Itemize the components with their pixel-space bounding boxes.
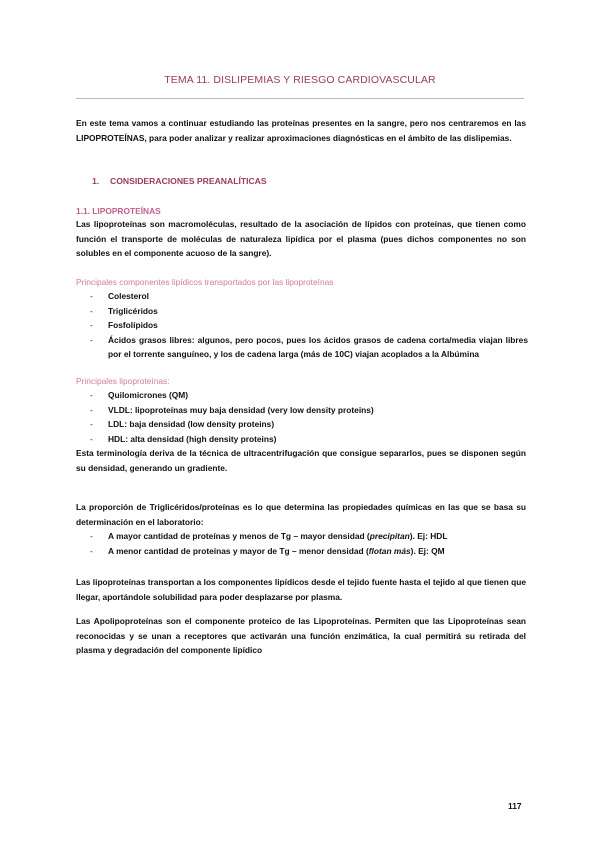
list-item: - A mayor cantidad de proteínas y menos de Tg – mayor densidad (precipitan). Ej: HDL [90,531,448,541]
section-number: 1. [92,176,100,186]
subsection-heading: 1.1. LIPOPROTEÍNAS [76,206,161,216]
transport-paragraph: Las lipoproteínas transportan a los componentes lipídicos desde el tejido fuente hasta el tejido al que tienen que llegar, aportándole solubilidad para poder desplazarse por plasma. [76,577,526,602]
intro-paragraph: En este tema vamos a continuar estudiando las proteínas presentes en la sangre, pero nos centraremos en las LIPOPROTEÍNAS, para poder analizar y realizar aproximaciones diagnósticas en el ámbito de las dislipemias. [76,118,526,143]
list-item: - VLDL: lipoproteínas muy baja densidad (very low density proteins) [90,404,374,415]
list-item: - HDL: alta densidad (high density proteins) [90,433,277,444]
list-item: - Quilomicrones (QM) [90,390,189,400]
lipoproteins-heading: Principales lipoproteínas: [76,376,170,386]
list-item: - A menor cantidad de proteínas y mayor de Tg – menor densidad (flotan más). Ej: QM [90,545,445,556]
section-heading [92,176,267,186]
list-item: - Triglicéridos [90,305,158,316]
components-heading: Principales componentes lipídicos transportados por las lipoproteínas [76,277,334,287]
section-title: CONSIDERACIONES PREANALÍTICAS [110,176,267,186]
list-item: - LDL: baja densidad (low density proteins) [90,419,275,430]
list-item: - Fosfolípidos [90,320,158,331]
list-item: - Ácidos grasos libres: algunos, pero pocos, pues los ácidos grasos de cadena corta/media viajan libres por el torrente sanguíneo, y los de cadena larga (más de 10C) viajan acoplados a la Albúmina [90,334,528,360]
components-list [76,289,528,362]
apolipoprotein-paragraph: Las Apolipoproteínas son el componente proteico de las Lipoproteínas. Permiten que las Lipoproteínas sean reconocidas y se unan a receptores que activarán una función enzimática, la cual permitirá su retirada del plasma y degradación del componente lipídico [76,616,526,656]
page-title: TEMA 11. DISLIPEMIAS Y RIESGO CARDIOVASCULAR [164,74,436,86]
proportion-paragraph: La proporción de Triglicéridos/proteínas es lo que determina las propiedades químicas en las que se basa su determinación en el laboratorio: [76,502,526,527]
proportion-list [76,529,528,558]
lipoproteins-list [76,388,528,446]
title-divider [76,98,524,99]
ultracentrifugation-note: Esta terminología deriva de la técnica de ultracentrifugación que consigue separarlos, pues se disponen según su densidad, generando un gradiente. [76,448,526,473]
list-item: - Colesterol [90,291,149,301]
page-number: 117 [508,801,522,811]
lipoprotein-definition: Las lipoproteínas son macromoléculas, resultado de la asociación de lípidos con proteínas, que tienen como función el transporte de moléculas de naturaleza lipídica por el plasma (pues dichos componentes no son solubles en el componente acuoso de la sangre). [76,219,526,259]
